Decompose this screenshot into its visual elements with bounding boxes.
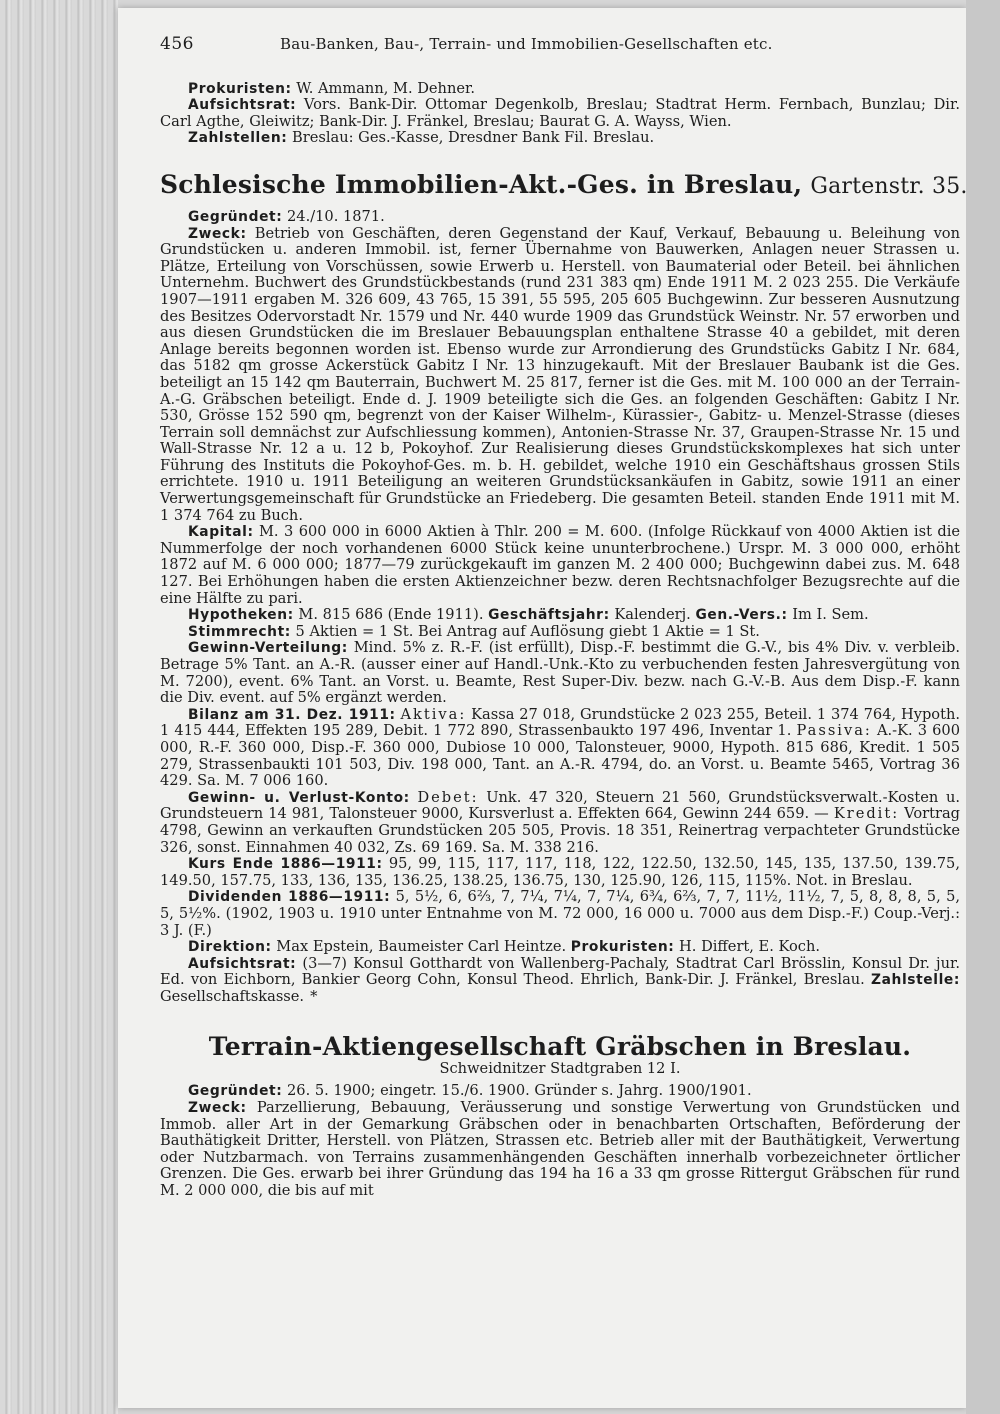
document-content — [160, 34, 968, 1200]
field-text: H. Differt, E. Koch. — [674, 938, 820, 956]
aufsichtsrat2-entry — [160, 956, 960, 1006]
field-label: Kapital: — [188, 524, 254, 541]
field-text: 5, 5½, 6, 6⅔, 7, 7¼, 7¼, 7, 7¼, 6¾, 6⅔, 7, 7, 11½, 11½, 7, 5, 8, 8, 8, 5, 5, 5, 5½%. (1902, 1903 u. 1910 unter Entnahme von M. 72 000, 16 000 u. 7000 aus dem Disp.-F.) Coup.-Verj.: 3 J. (F.) — [160, 888, 960, 939]
bilanz-entry — [160, 707, 960, 790]
field-label: Prokuristen: — [188, 80, 292, 97]
field-text: Breslau: Ges.-Kasse, Dresdner Bank Fil. Breslau. — [287, 129, 655, 147]
page-right-edge — [966, 0, 1000, 1414]
field-text: Vors. Bank-Dir. Ottomar Degenkolb, Breslau; Stadtrat Herm. Fernbach, Bunzlau; Dir. Carl Agthe, Gleiwitz; Bank-Dir. J. Fränkel, Breslau; Baurat G. A. Wayss, Wien. — [160, 96, 960, 130]
field-label: Dividenden 1886—1911: — [188, 889, 391, 906]
aufsichtsrat-entry — [160, 97, 960, 130]
dividenden-entry — [160, 889, 960, 939]
kapital-entry — [160, 524, 960, 607]
page-number: 456 — [160, 34, 194, 54]
field-text: Vortrag 4798, Gewinn an verkauften Grundstücken 205 505, Provis. 18 351, Reinertrag verpachteter Grundstücke 326, sonst. Einnahmen 40 032, Zs. 69 169. Sa. M. 338 216. — [160, 805, 961, 856]
running-title: Bau-Banken, Bau-, Terrain- und Immobilien-Gesellschaften etc. — [280, 35, 773, 53]
kredit-label: Kredit: — [833, 805, 900, 823]
field-label: Aufsichtsrat: — [188, 955, 297, 972]
field-label: Zweck: — [188, 1100, 247, 1117]
field-text: M. 815 686 (Ende 1911). — [293, 606, 484, 624]
field-label: Bilanz am 31. Dez. 1911: — [188, 706, 396, 723]
field-label: Aufsichtsrat: — [188, 97, 297, 114]
kurs-entry — [160, 856, 960, 889]
field-label: Hypotheken: — [188, 607, 294, 624]
company-name: Schlesische Immobilien-Akt.-Ges. in Breslau, — [160, 169, 803, 199]
field-label: Direktion: — [188, 939, 272, 956]
field-text: M. 3 600 000 in 6000 Aktien à Thlr. 200 = M. 600. (Infolge Rückkauf von 4000 Aktien ist die Nummerfolge der noch vorhandenen 6000 Stück keine ununterbrochene.) Urspr. M. 3 000 000, erhöht 1872 auf M. 6 000 000; 1877—79 zurückgekauft im ganzen M. 2 400 000; Buchgewinn dabei zus. M. 648 127. Bei Erhöhungen haben die ersten Aktienzeichner bezw. deren Rechtsnachfolger Bezugsrechte auf die eine Hälfte zu pari. — [160, 523, 960, 607]
footnote-asterisk: * — [310, 987, 318, 1005]
field-label: Geschäftsjahr: — [488, 607, 610, 624]
field-label: Gegründet: — [188, 1083, 283, 1100]
field-label: Kurs Ende 1886—1911: — [188, 856, 383, 873]
book-binding-edge — [0, 0, 118, 1414]
field-text: Im I. Sem. — [787, 606, 869, 624]
field-text: 24./10. 1871. — [282, 207, 385, 225]
field-label: Gewinn- u. Verlust-Konto: — [188, 789, 410, 806]
gegruendet2-entry — [160, 1083, 960, 1100]
company-heading — [160, 169, 968, 201]
field-label: Stimmrecht: — [188, 623, 291, 640]
field-label: Prokuristen: — [570, 939, 675, 956]
field-label: Zahlstelle: — [871, 972, 960, 989]
stimmrecht-entry — [160, 624, 960, 641]
field-text: 5 Aktien = 1 St. Bei Antrag auf Auflösung giebt 1 Aktie = 1 St. — [290, 622, 760, 640]
debet-label: Debet: — [417, 788, 479, 806]
zweck2-entry — [160, 1100, 960, 1200]
field-label: Gen.-Vers.: — [695, 607, 788, 624]
field-text: A.-K. 3 600 000, R.-F. 360 000, Disp.-F. 360 000, Dubiose 10 000, Talonsteuer, 9000, Hypoth. 815 686, Kredit. 1 505 279, Strassenbaukti 101 503, Div. 198 000, Tant. an A.-R. 4794, do. an Vorst. u. Beamte 5465, Vortrag 36 429. Sa. M. 7 006 160. — [160, 722, 961, 790]
zweck-entry — [160, 226, 960, 525]
field-text: Max Epstein, Baumeister Carl Heintze. — [271, 938, 567, 956]
direktion-entry — [160, 939, 960, 956]
field-text: Mind. 5% z. R.-F. (ist erfüllt), Disp.-F. bestimmt die G.-V., bis 4% Div. v. verbleib. Betrage 5% Tant. an A.-R. (ausser einer auf Handl.-Unk.-Kto zu verbuchenden festen Jahresvergütung von M. 7200), event. 6% Tant. an Vorst. u. Beamte, Rest Super-Div. bezw. nach G.-V.-B. Aus dem Disp.-F. kann die Div. event. auf 5% ergänzt werden. — [160, 639, 960, 707]
field-text: 95, 99, 115, 117, 117, 118, 122, 122.50, 132.50, 145, 135, 137.50, 139.75, 149.50, 157.75, 133, 136, 135, 136.25, 138.25, 136.75, 130, 125.90, 126, 115, 115%. Not. in Breslau. — [160, 855, 960, 889]
zahlstellen-entry — [160, 130, 960, 147]
field-text: Kalenderj. — [609, 606, 691, 624]
aktiva-label: Aktiva: — [400, 705, 467, 723]
field-text: (3—7) Konsul Gotthardt von Wallenberg-Pachaly, Stadtrat Carl Brösslin, Konsul Dr. jur. Ed. von Eichborn, Bankier Georg Cohn, Konsul Theod. Ehrlich, Bank-Dir. J. Fränkel, Breslau. — [160, 954, 960, 989]
field-text: 26. 5. 1900; eingetr. 15./6. 1900. Gründer s. Jahrg. 1900/1901. — [282, 1082, 752, 1100]
field-text: Gesellschaftskasse. — [160, 987, 305, 1005]
company2-address: Schweidnitzer Stadtgraben 12 I. — [439, 1060, 681, 1078]
gewinn-verlust-entry — [160, 790, 960, 856]
field-label: Zweck: — [188, 225, 247, 242]
gewinnverteilung-entry — [160, 640, 960, 706]
running-header — [160, 36, 960, 53]
field-text: Kassa 27 018, Grundstücke 2 023 255, Beteil. 1 374 764, Hypoth. 1 415 444, Effekten 195 289, Debit. 1 772 890, Strassenbaukto 197 496, Inventar 1. — [160, 705, 960, 740]
gegruendet-entry — [160, 209, 960, 226]
field-label: Gewinn-Verteilung: — [188, 640, 348, 657]
field-text: W. Ammann, M. Dehner. — [291, 79, 476, 97]
field-text: Unk. 47 320, Steuern 21 560, Grundstücksverwalt.-Kosten u. Grundsteuern 14 981, Talonsteuer 9000, Kursverlust a. Effekten 664, Gewinn 244 659. — — [160, 788, 960, 823]
field-text: Betrieb von Geschäften, deren Gegenstand der Kauf, Verkauf, Bebauung u. Beleihung von Grundstücken u. anderen Immobil. ist, ferner Übernahme von Bauwerken, Anlagen neuer Strassen u. Plätze, Erteilung von Vorschüssen, sowie Erwerb u. Herstell. von Baumaterial oder Beteil. bei ähnlichen Unternehm. Buchwert des Grundstückbestands (rund 231 383 qm) Ende 1911 M. 2 023 255. Die Verkäufe 1907—1911 ergaben M. 326 609, 43 765, 15 391, 55 595, 205 605 Buchgewinn. Zur besseren Ausnutzung des Besitzes Odervorstadt Nr. 1579 und Nr. 440 wurde 1909 das Grundstück Weinstr. Nr. 57 erworben und aus diesen Grundstücken die im Breslauer Bebauungsplan enthaltene Strasse 40 a gebildet, mit deren Anlage bereits begonnen worden ist. Ebenso wurde zur Arrondierung des Grundstücks Gabitz I Nr. 684, das 5182 qm grosse Ackerstück Gabitz I Nr. 13 hinzugekauft. Mit der Breslauer Baubank ist die Ges. beteiligt an 15 142 qm Bauterrain, Buchwert M. 25 817, ferner ist die Ges. mit M. 100 000 an der Terrain-A.-G. Gräbschen beteiligt. Ende d. J. 1909 beteiligte sich die Ges. an folgenden Geschäften: Gabitz I Nr. 530, Grösse 152 590 qm, begrenzt von der Kaiser Wilhelm-, Kürassier-, Gabitz- u. Menzel-Strasse (dieses Terrain soll demnächst zur Aufschliessung kommen), Antonien-Strasse Nr. 37, Graupen-Strasse Nr. 15 und Wall-Strasse Nr. 12 a u. 12 b, Pokoyhof. Zur Realisierung dieses Grundstückskomplexes hat sich unter Führung des Instituts die Pokoyhof-Ges. m. b. H. gebildet, welche 1910 ein Geschäftshaus grossen Stils errichtete. 1910 u. 1911 Beteiligung an weiteren Grundstücksankäufen in Gabitz, sowie 1911 an einer Verwertungsgemeinschaft für Grundstücke an Friedeberg. Die gesamten Beteil. standen Ende 1911 mit M. 1 374 764 zu Buch. — [160, 224, 960, 524]
field-text: Parzellierung, Bebauung, Veräusserung und sonstige Verwertung von Grundstücken und Immob. aller Art in der Gemarkung Gräbschen oder in benachbarten Ortschaften, Beförderung der Bauthätigkeit Dritter, Herstell. von Plätzen, Strassen etc. Betrieb aller mit der Bauthätigkeit, Verwertung oder Nutzbarmach. von Terrains zusammenhängenden Geschäften innerhalb vorbezeichneter örtlicher Grenzen. Die Ges. erwarb bei ihrer Gründung das 194 ha 16 a 33 qm grosse Rittergut Gräbschen für rund M. 2 000 000, die bis auf mit — [160, 1099, 960, 1200]
hypotheken-entry — [160, 607, 960, 624]
company-address: Gartenstr. 35. — [810, 173, 968, 199]
company2-heading: Terrain-Aktiengesellschaft Gräbschen in Breslau. — [208, 1032, 912, 1062]
prokuristen-entry — [160, 81, 960, 98]
field-label: Zahlstellen: — [188, 130, 288, 147]
passiva-label: Passiva: — [796, 722, 872, 740]
field-label: Gegründet: — [188, 208, 283, 225]
